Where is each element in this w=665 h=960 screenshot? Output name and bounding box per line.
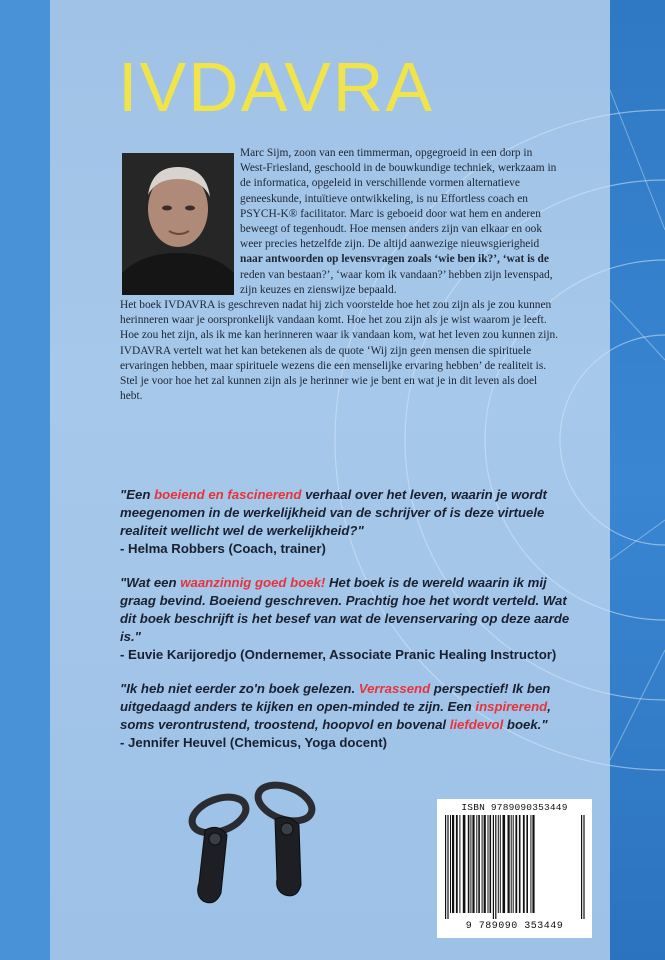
barcode-bar: [478, 815, 480, 913]
barcode-bar: [523, 815, 525, 913]
barcode-bar: [482, 815, 483, 913]
barcode-bar: [450, 815, 451, 913]
isbn-barcode: [437, 799, 592, 938]
isbn-label: ISBN 9789090353449: [461, 802, 568, 813]
barcode-bar: [488, 815, 489, 913]
quote-text: "Een boeiend en fascinerend verhaal over het leven, waarin je wordt meegenomen in de werkelijkheid van de schrijver of is deze virtuele realiteit wellicht wel de werkelijkheid?": [120, 487, 547, 538]
book-title: IVDAVRA: [118, 48, 435, 126]
barcode-bar: [503, 815, 506, 913]
bio-paragraph-2: Het boek IVDAVRA is geschreven nadat hij zich voorstelde hoe het zou zijn als je zou kunnen herinneren waar je oorspronkelijk vandaan komt. Hoe het zou zijn als je wist waarom je leeft. Hoe zou het zijn, als ik me kan herinneren waar ik vandaan kom, wat het leven zou kunnen zijn.: [120, 299, 559, 342]
barcode-bar: [447, 815, 448, 919]
barcode-bars: [443, 815, 586, 919]
author-bio: [120, 146, 560, 404]
barcode-bar: [581, 815, 582, 919]
barcode-bar: [490, 815, 492, 913]
review-quote: [120, 486, 575, 558]
vr-controllers-icon: [175, 775, 330, 925]
barcode-bar: [532, 815, 534, 913]
barcode-bar: [498, 815, 499, 913]
barcode-bar: [463, 815, 466, 913]
barcode-bar: [519, 815, 521, 913]
barcode-bar: [500, 815, 501, 913]
bio-paragraph-1: Marc Sijm, zoon van een timmerman, opgegroeid in een dorp in West-Friesland, geschoold in de bouwkundige techniek, werkzaam in de informatica, opgeleid in verschillende vormen alternatieve geneeskunde, intuïtieve ontwikkeling, is nu Effortless coach en PSYCH-K® facilitator. Marc is geboeid door wat hem en anderen beweegt of tegenhoudt. Hoe mensen anders zijn van elkaar en ook weer precies hetzelfde zijn. De altijd aanwezige nieuwsgierigheid naar antwoorden op levensvragen zoals ‘wie ben ik?’, ‘wat is de reden van bestaan?’, ‘waar kom ik vandaan?’ hebben zijn levenspad, zijn keuzes en zienswijze bepaald.: [240, 147, 557, 296]
review-quotes: [120, 486, 575, 768]
quote-author: - Jennifer Heuvel (Chemicus, Yoga docent): [120, 735, 387, 750]
barcode-bar: [470, 815, 471, 913]
bio-paragraph-3: IVDAVRA vertelt wat het kan betekenen als de quote ‘Wij zijn geen mensen die spirituele ervaringen hebben, maar spirituele wezens die een menselijke ervaring hebben’ de realiteit is. Stel je voor hoe het zal kunnen zijn als je herinner wie je bent en wat je in dit leven als doel hebt.: [120, 344, 547, 403]
barcode-bar: [476, 815, 477, 913]
isbn-digits: 9 789090 353449: [465, 921, 564, 932]
barcode-bar: [459, 815, 460, 913]
barcode-bar: [445, 815, 446, 919]
barcode-bar: [530, 815, 531, 913]
barcode-bar: [484, 815, 486, 913]
barcode-bar: [511, 815, 512, 913]
barcode-bar: [515, 815, 517, 913]
barcode-bar: [472, 815, 474, 913]
barcode-bar: [495, 815, 496, 919]
review-quote: [120, 680, 575, 752]
quote-author: - Helma Robbers (Coach, trainer): [120, 541, 326, 556]
review-quote: [120, 574, 575, 664]
quote-text: "Wat een waanzinnig goed boek! Het boek is de wereld waarin ik mij graag bevind. Boeiend geschreven. Prachtig hoe het wordt verteld. Wat dit boek beschrijft is het besef van wat de levenservaring op deze aarde is.": [120, 575, 570, 644]
quote-text: "Ik heb niet eerder zo'n boek gelezen. Verrassend perspectief! Ik ben uitgedaagd anders te kijken en open-minded te zijn. Een inspirerend, soms verontrustend, troostend, hoopvol en bovenal liefdevol boek.": [120, 681, 551, 732]
barcode-bar: [456, 815, 458, 913]
barcode-bar: [468, 815, 470, 913]
quote-author: - Euvie Karijoredjo (Ondernemer, Associate Pranic Healing Instructor): [120, 647, 557, 662]
barcode-bar: [513, 815, 514, 913]
barcode-bar: [508, 815, 510, 913]
barcode-bar: [583, 815, 584, 919]
barcode-bar: [452, 815, 454, 913]
barcode-bar: [526, 815, 528, 913]
barcode-bar: [493, 815, 494, 919]
